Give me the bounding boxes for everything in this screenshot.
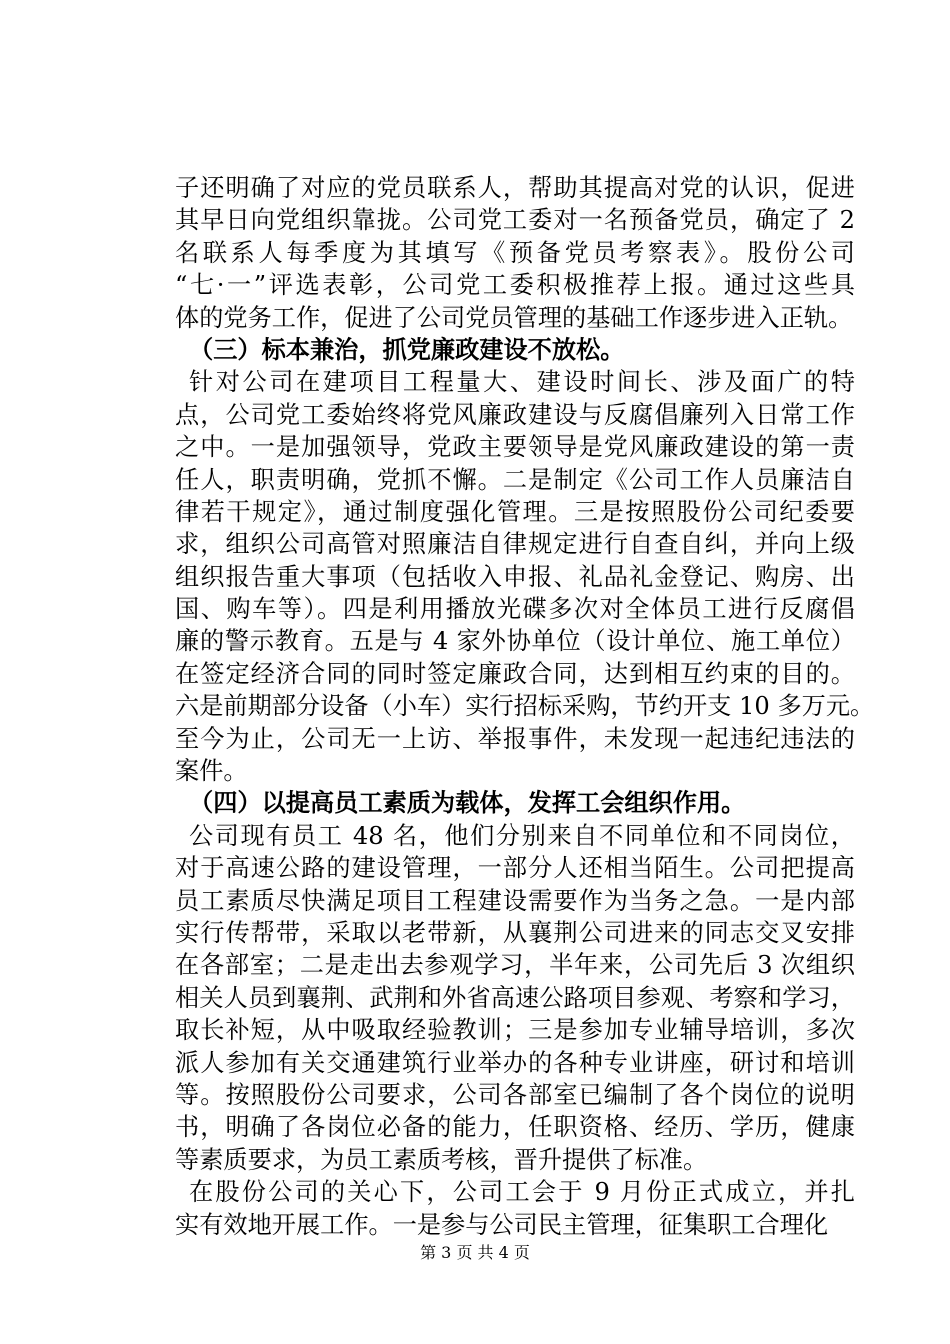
text-line: 求，组织公司高管对照廉洁自律规定进行自查自纠，并向上级 bbox=[175, 530, 855, 559]
text-line: 六是前期部分设备（小车）实行招标采购，节约开支 10 多万元。 bbox=[175, 692, 875, 721]
text-line: 律若干规定》，通过制度强化管理。三是按照股份公司纪委要 bbox=[175, 497, 855, 526]
section-heading bbox=[175, 787, 855, 819]
text-line: （四）以提高员工素质为载体，发挥工会组织作用。 bbox=[189, 789, 746, 818]
text-line: 子还明确了对应的党员联系人，帮助其提高对党的认识，促进 bbox=[175, 174, 855, 202]
text-line: 组织报告重大事项（包括收入申报、礼品礼金登记、购房、出 bbox=[175, 562, 855, 591]
document-body bbox=[175, 172, 875, 1241]
paragraph bbox=[175, 366, 875, 787]
paragraph bbox=[175, 1176, 855, 1241]
page-footer: 第 3 页 共 4 页 bbox=[420, 1243, 530, 1262]
text-line: 点，公司党工委始终将党风廉政建设与反腐倡廉列入日常工作 bbox=[175, 400, 855, 429]
text-line: 在签定经济合同的同时签定廉政合同，达到相互约束的目的。 bbox=[175, 659, 855, 688]
text-line: （三）标本兼治，抓党廉政建设不放松。 bbox=[189, 335, 625, 364]
text-line: 公司现有员工 48 名，他们分别来自不同单位和不同岗位， bbox=[189, 821, 855, 850]
text-line: 案件。 bbox=[175, 757, 248, 786]
text-line: 其早日向党组织靠拢。公司党工委对一名预备党员，确定了 2 bbox=[175, 206, 855, 235]
text-line: 派人参加有关交通建筑行业举办的各种专业讲座，研讨和培训 bbox=[175, 1048, 855, 1077]
text-line: 员工素质尽快满足项目工程建设需要作为当务之急。一是内部 bbox=[175, 886, 855, 915]
text-line: 任人，职责明确，党抓不懈。二是制定《公司工作人员廉洁自 bbox=[175, 465, 855, 494]
text-line: 等素质要求，为员工素质考核，晋升提供了标准。 bbox=[175, 1145, 708, 1174]
text-line: 名联系人每季度为其填写《预备党员考察表》。股份公司 bbox=[175, 238, 855, 267]
text-line: 取长补短，从中吸取经验教训；三是参加专业辅导培训，多次 bbox=[175, 1016, 855, 1045]
text-line: 廉的警示教育。五是与 4 家外协单位（设计单位、施工单位） bbox=[175, 627, 855, 656]
text-line: 对于高速公路的建设管理，一部分人还相当陌生。公司把提高 bbox=[175, 854, 855, 883]
text-line: 至今为止，公司无一上访、举报事件，未发现一起违纪违法的 bbox=[175, 724, 855, 753]
paragraph bbox=[175, 820, 855, 1176]
section-heading bbox=[175, 334, 855, 366]
text-line: 等。按照股份公司要求，公司各部室已编制了各个岗位的说明 bbox=[175, 1080, 855, 1109]
text-line: 之中。一是加强领导，党政主要领导是党风廉政建设的第一责 bbox=[175, 433, 855, 462]
text-line: 针对公司在建项目工程量大、建设时间长、涉及面广的特 bbox=[189, 368, 855, 397]
text-line: 实行传帮带，采取以老带新，从襄荆公司进来的同志交叉安排 bbox=[175, 918, 855, 947]
text-line: 实有效地开展工作。一是参与公司民主管理，征集职工合理化 bbox=[175, 1210, 829, 1239]
text-line: 书，明确了各岗位必备的能力，任职资格、经历、学历，健康 bbox=[175, 1113, 855, 1142]
text-line: 体的党务工作，促进了公司党员管理的基础工作逐步进入正轨。 bbox=[175, 303, 853, 332]
paragraph bbox=[175, 172, 855, 334]
text-line: 在各部室；二是走出去参观学习，半年来，公司先后 3 次组织 bbox=[175, 951, 855, 980]
text-line: 国、购车等）。四是利用播放光碟多次对全体员工进行反腐倡 bbox=[175, 595, 855, 624]
text-line: 在股份公司的关心下，公司工会于 9 月份正式成立，并扎 bbox=[189, 1178, 855, 1207]
text-line: “七·一”评选表彰，公司党工委积极推荐上报。通过这些具 bbox=[175, 271, 855, 300]
text-line: 相关人员到襄荆、武荆和外省高速公路项目参观、考察和学习， bbox=[175, 983, 855, 1012]
